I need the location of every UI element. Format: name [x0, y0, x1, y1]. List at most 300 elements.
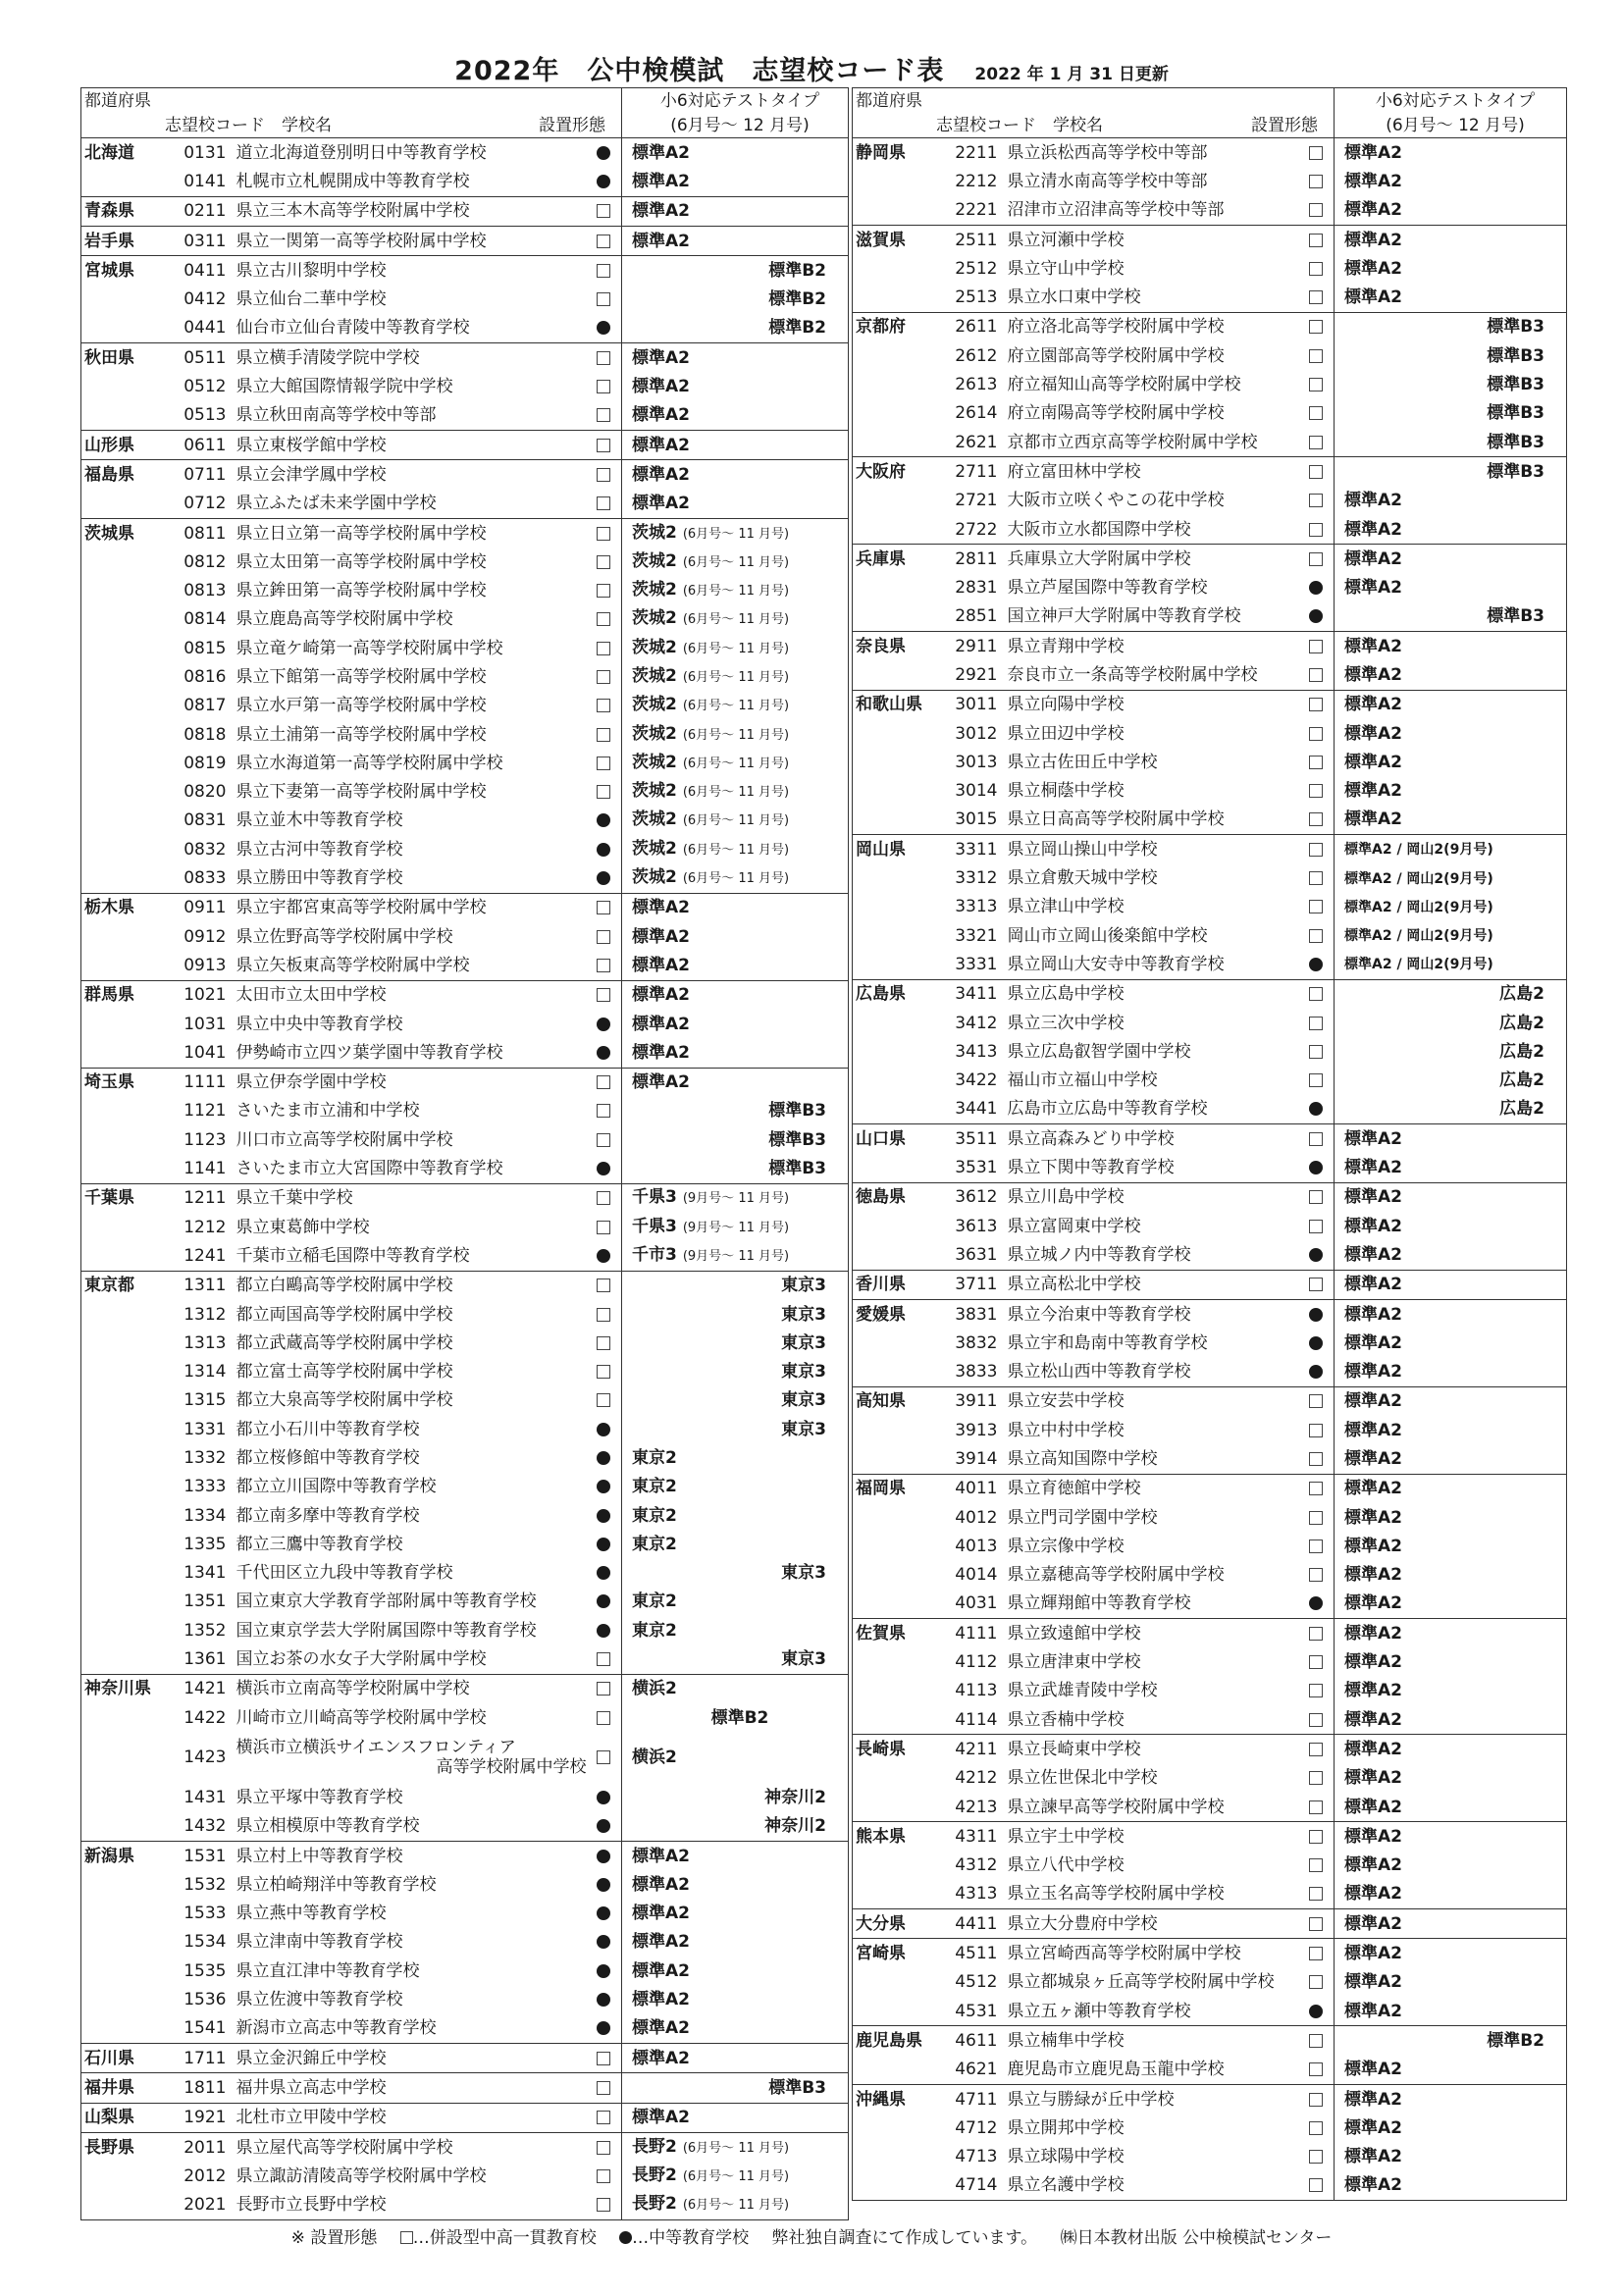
updated-date: 2022 年 1 月 31 日更新 [974, 65, 1169, 84]
form-cell [1299, 835, 1335, 864]
test-type: 標準A2 [1344, 1681, 1402, 1701]
test-type: 標準B2 [710, 1707, 769, 1728]
prefecture-cell [81, 1957, 168, 1985]
filled-circle-icon [1309, 609, 1323, 623]
table-row [81, 1841, 849, 1870]
prefecture-cell [853, 487, 939, 515]
test-period: (6月号～ 11 月号) [682, 612, 790, 628]
test-type-cell [622, 1125, 849, 1154]
test-type-cell [1335, 1240, 1567, 1270]
school-name-text: 県立大分豊府中学校 [1007, 1913, 1158, 1934]
table-row [853, 1968, 1567, 1997]
prefecture-cell: 東京都 [81, 1271, 168, 1300]
test-type: 東京3 [781, 1304, 826, 1325]
prefecture-cell [853, 1357, 939, 1386]
square-outline-icon [597, 2169, 610, 2183]
prefecture-cell [81, 1241, 168, 1271]
filled-circle-icon [1309, 1365, 1323, 1379]
prefecture-cell [853, 370, 939, 398]
school-name [1005, 370, 1299, 398]
test-type-cell [1335, 254, 1567, 283]
square-outline-icon [1309, 1713, 1323, 1727]
table-row [853, 1735, 1567, 1764]
form-cell [587, 576, 622, 604]
school-name-text: 県立武雄青陵中学校 [1007, 1681, 1158, 1701]
school-name [234, 778, 587, 807]
form-cell [1299, 602, 1335, 632]
school-code: 3833 [955, 1362, 998, 1383]
school-name [1005, 167, 1299, 195]
test-type-cell [1335, 1124, 1567, 1154]
school-code: 0711 [168, 460, 234, 490]
school-name-text: 県立岡山大安寺中等教育学校 [1007, 954, 1225, 974]
table-row [853, 1997, 1567, 2026]
form-cell [1299, 254, 1335, 283]
form-cell [587, 1415, 622, 1443]
school-code: 4213 [955, 1797, 998, 1817]
table-row [81, 1928, 849, 1957]
table-row [81, 980, 849, 1010]
test-type-cell [622, 778, 849, 807]
school-code: 4312 [955, 1855, 998, 1876]
school-name-text: 府立福知山高等学校附属中学校 [1007, 375, 1241, 395]
test-type: 標準A2 [632, 985, 690, 1006]
school-code: 0311 [168, 226, 234, 255]
test-type-cell [1335, 1153, 1567, 1182]
form-cell [1299, 487, 1335, 515]
school-name-text: 県立並木中等教育学校 [236, 810, 403, 831]
table-row [853, 893, 1567, 921]
prefecture-cell [853, 283, 939, 312]
prefecture-cell [853, 950, 939, 979]
test-type-cell [1335, 1793, 1567, 1822]
form-cell [587, 460, 622, 490]
school-code: 1315 [183, 1390, 227, 1411]
test-type: 標準A2 [632, 1932, 690, 1953]
square-outline-icon [597, 584, 610, 598]
square-outline-icon [1309, 465, 1323, 479]
test-type-cell [622, 1900, 849, 1928]
school-name-text: 県立横手清陵学院中学校 [236, 347, 420, 368]
filled-circle-icon [597, 1624, 610, 1638]
table-row [853, 1299, 1567, 1329]
school-name [1005, 428, 1299, 457]
school-name-text: 県立鉾田第一高等学校附属中学校 [236, 581, 487, 601]
school-code: 0412 [183, 289, 227, 310]
school-name-text: 道立北海道登別明日中等教育学校 [236, 142, 487, 163]
form-cell [587, 2014, 622, 2044]
school-name [234, 1783, 587, 1811]
test-type: 標準A2 [632, 1846, 690, 1866]
prefecture-cell [81, 1559, 168, 1588]
test-type: 標準B3 [1487, 403, 1544, 424]
table-row [81, 835, 849, 863]
school-name [234, 1443, 587, 1472]
test-type-cell [622, 1588, 849, 1616]
prefecture-cell [853, 1647, 939, 1676]
school-name [234, 1616, 587, 1644]
table-row [81, 138, 849, 168]
test-type-cell [1335, 196, 1567, 226]
school-name-text: 県立門司学園中学校 [1007, 1507, 1158, 1528]
prefecture-cell: 和歌山県 [853, 690, 939, 719]
school-name-text: 都立小石川中等教育学校 [236, 1419, 420, 1439]
school-code: 1711 [168, 2044, 234, 2073]
table-row [81, 226, 849, 255]
square-outline-icon [1309, 234, 1323, 247]
prefecture-cell [853, 167, 939, 195]
square-outline-icon [1309, 1917, 1323, 1931]
form-cell [1299, 1444, 1335, 1474]
filled-circle-icon [1309, 2005, 1323, 2018]
test-type-cell [1335, 2084, 1567, 2113]
test-type: 標準A2 [632, 1042, 690, 1063]
table-row [81, 807, 849, 835]
filled-circle-icon [1309, 958, 1323, 971]
square-outline-icon [1309, 523, 1323, 537]
school-name-text: 県立仙台二華中学校 [236, 289, 387, 310]
test-type-cell [1335, 1386, 1567, 1416]
school-name [1005, 1677, 1299, 1705]
school-code: 3311 [939, 835, 1005, 864]
test-type: 茨城2 [632, 665, 677, 686]
square-outline-icon [1309, 494, 1323, 507]
form-cell [587, 285, 622, 313]
test-type: 標準A2 [632, 464, 690, 485]
school-name-text: 県立屋代高等学校附属中学校 [236, 2137, 453, 2158]
school-code: 1532 [183, 1874, 227, 1895]
table-row [853, 1124, 1567, 1154]
school-name-text: 県立相模原中等教育学校 [236, 1816, 420, 1837]
test-type: 標準A2 [1344, 723, 1402, 744]
form-cell [587, 720, 622, 749]
header-sub [81, 113, 622, 138]
square-outline-icon [1309, 320, 1323, 334]
prefecture-cell: 石川県 [81, 2044, 168, 2073]
school-name-text: 県立芦屋国際中等教育学校 [1007, 578, 1208, 599]
test-type-cell [1335, 632, 1567, 661]
prefecture-cell: 岩手県 [81, 226, 168, 255]
form-cell [587, 1530, 622, 1558]
test-type: 標準A2 / 岡山2(9月号) [1344, 957, 1493, 973]
test-type-cell [1335, 1357, 1567, 1386]
school-code: 0832 [183, 839, 227, 860]
school-name-text: 県立諏訪清陵高等学校附属中学校 [236, 2166, 487, 2186]
school-name [1005, 835, 1299, 864]
school-name-text: 県立ふたば未来学園中学校 [236, 494, 437, 514]
school-name [1005, 863, 1299, 892]
footer-publisher: ㈱日本教材出版 公中検模試センター [1060, 2228, 1333, 2248]
form-cell [1299, 893, 1335, 921]
test-type: 標準A2 [1344, 1593, 1402, 1614]
table-row [81, 314, 849, 343]
filled-circle-icon [597, 1878, 610, 1892]
school-code: 1352 [183, 1620, 227, 1641]
prefecture-cell [81, 1154, 168, 1183]
test-type-cell [622, 1357, 849, 1385]
school-code: 3015 [955, 809, 998, 830]
school-name [1005, 2056, 1299, 2085]
school-name [234, 1928, 587, 1957]
filled-circle-icon [1309, 1336, 1323, 1350]
school-code: 3412 [955, 1013, 998, 1033]
school-name [234, 1841, 587, 1870]
form-cell [1299, 341, 1335, 370]
test-type-cell [1335, 1299, 1567, 1329]
school-name [234, 692, 587, 720]
prefecture-cell [853, 863, 939, 892]
school-code: 1422 [183, 1707, 227, 1728]
form-cell [1299, 1968, 1335, 1997]
school-name [234, 1703, 587, 1732]
form-cell [587, 2162, 622, 2190]
school-code: 0912 [183, 926, 227, 947]
school-code: 1432 [183, 1816, 227, 1837]
form-cell [587, 138, 622, 168]
prefecture-cell: 埼玉県 [81, 1068, 168, 1097]
test-type: 標準A2 [1344, 1768, 1402, 1789]
table-row [81, 1213, 849, 1241]
prefecture-cell: 茨城県 [81, 518, 168, 548]
test-type-cell [1335, 690, 1567, 719]
school-code: 0815 [183, 638, 227, 658]
school-code: 1423 [183, 1748, 227, 1768]
test-period: (6月号～ 11 月号) [682, 699, 790, 714]
test-type-cell [622, 1501, 849, 1530]
table-row [81, 1644, 849, 1674]
prefecture-cell [853, 2056, 939, 2085]
school-code: 4011 [939, 1474, 1005, 1503]
test-type-cell [622, 749, 849, 777]
test-type: 長野2 [632, 2194, 677, 2215]
prefecture-cell [81, 1329, 168, 1357]
form-cell [1299, 457, 1335, 487]
school-code: 1311 [168, 1271, 234, 1300]
test-type-cell [1335, 1444, 1567, 1474]
school-code: 4212 [955, 1768, 998, 1789]
test-type: 標準A2 [632, 1904, 690, 1924]
test-type: 標準A2 [632, 231, 690, 251]
school-name-text: 県立桐蔭中学校 [1007, 781, 1125, 802]
prefecture-cell [853, 1532, 939, 1560]
test-type-cell [1335, 167, 1567, 195]
square-outline-icon [597, 728, 610, 742]
test-type-cell [1335, 1037, 1567, 1066]
school-name [234, 1154, 587, 1183]
prefecture-cell [81, 1812, 168, 1842]
table-row [81, 1703, 849, 1732]
school-name-text: 県立唐津東中学校 [1007, 1652, 1141, 1673]
school-name-text: 県立宇都宮東高等学校附属中学校 [236, 898, 487, 918]
square-outline-icon [1309, 812, 1323, 826]
test-type: 東京3 [781, 1362, 826, 1383]
test-type: 広島2 [1499, 984, 1544, 1005]
school-name [234, 1068, 587, 1097]
filled-circle-icon [597, 1819, 610, 1833]
test-type-cell [622, 1732, 849, 1783]
test-type: 標準A2 [1344, 809, 1402, 830]
prefecture-cell [853, 893, 939, 921]
school-name [234, 1097, 587, 1125]
school-name [1005, 1009, 1299, 1037]
form-cell [1299, 2171, 1335, 2201]
square-outline-icon [597, 204, 610, 218]
table-row [853, 341, 1567, 370]
form-cell [587, 1068, 622, 1097]
table-row [81, 662, 849, 691]
test-type: 標準A2 [632, 171, 690, 191]
test-type: 千県3 [632, 1187, 677, 1208]
school-code: 3511 [939, 1124, 1005, 1154]
square-outline-icon [1309, 1655, 1323, 1669]
table-row [853, 806, 1567, 835]
prefecture-cell: 北海道 [81, 138, 168, 168]
header-sub [853, 113, 1335, 138]
school-name [234, 634, 587, 662]
test-type: 茨城2 [632, 608, 677, 629]
form-cell [1299, 1939, 1335, 1968]
school-code: 1531 [168, 1841, 234, 1870]
school-code: 3331 [955, 954, 998, 974]
test-type: 広島2 [1499, 1013, 1544, 1033]
prefecture-cell [853, 1997, 939, 2026]
test-type: 茨城2 [632, 838, 677, 859]
test-type: 標準A2 [1344, 1709, 1402, 1730]
test-type: 東京3 [781, 1649, 826, 1670]
school-code: 4621 [955, 2060, 998, 2080]
school-name [234, 2014, 587, 2044]
footer-legend-label: ※ 設置形態 [290, 2228, 378, 2248]
square-outline-icon [597, 1278, 610, 1292]
school-name-text: 府立園部高等学校附属中学校 [1007, 345, 1225, 366]
school-name [1005, 660, 1299, 690]
square-outline-icon [1309, 1975, 1323, 1989]
test-type: 標準A2 [632, 405, 690, 426]
school-code: 2711 [939, 457, 1005, 487]
square-outline-icon [597, 235, 610, 248]
form-cell [587, 692, 622, 720]
form-cell [1299, 1909, 1335, 1939]
square-outline-icon [1309, 1017, 1323, 1030]
school-code: 3312 [955, 868, 998, 889]
school-name-text: 新潟市立高志中等教育学校 [236, 2018, 437, 2039]
school-name-text: 兵庫県立大学附属中学校 [1007, 548, 1191, 569]
test-type-cell [622, 1213, 849, 1241]
school-code: 3631 [955, 1244, 998, 1265]
table-row [853, 1793, 1567, 1822]
school-name [234, 1501, 587, 1530]
prefecture-cell [853, 921, 939, 950]
square-outline-icon [597, 1308, 610, 1322]
school-name-text: 札幌市立札幌開成中等教育学校 [236, 171, 470, 191]
school-code: 2021 [183, 2195, 227, 2216]
prefecture-cell [81, 2190, 168, 2219]
header-test-period: (6月号～ 12 月号) [622, 113, 849, 138]
prefecture-cell: 徳島県 [853, 1182, 939, 1212]
school-name [1005, 1212, 1299, 1240]
table-row [853, 1212, 1567, 1240]
test-type-cell [1335, 950, 1567, 979]
school-code: 3531 [955, 1158, 998, 1178]
form-cell [1299, 1299, 1335, 1329]
square-outline-icon [597, 988, 610, 1002]
form-cell [587, 980, 622, 1010]
square-outline-icon [597, 670, 610, 684]
square-outline-icon [1309, 784, 1323, 798]
school-name-text: 県立清水南高等学校中等部 [1007, 171, 1208, 191]
prefecture-cell: 滋賀県 [853, 225, 939, 254]
prefecture-cell: 福島県 [81, 460, 168, 490]
square-outline-icon [1309, 2093, 1323, 2107]
form-cell [587, 1957, 622, 1985]
test-type-cell [1335, 1590, 1567, 1619]
school-name [1005, 1240, 1299, 1270]
school-name [234, 1357, 587, 1385]
table-row [81, 1473, 849, 1501]
school-name-text: 府立洛北高等学校附属中学校 [1007, 317, 1225, 338]
form-cell [587, 1616, 622, 1644]
form-cell [1299, 1067, 1335, 1095]
prefecture-cell: 秋田県 [81, 343, 168, 373]
table-row [81, 749, 849, 777]
test-type-cell [622, 2103, 849, 2132]
test-type-cell [1335, 138, 1567, 168]
form-cell [587, 922, 622, 951]
school-code: 3441 [955, 1099, 998, 1120]
table-left-body [81, 88, 849, 2220]
table-row [81, 778, 849, 807]
table-row [853, 1880, 1567, 1909]
school-name [1005, 225, 1299, 254]
form-cell [587, 2044, 622, 2073]
table-row [853, 1705, 1567, 1735]
form-cell [587, 1183, 622, 1213]
table-row [81, 1812, 849, 1842]
form-cell [1299, 863, 1335, 892]
school-code: 1341 [183, 1563, 227, 1584]
table-row [853, 545, 1567, 574]
table-row [81, 576, 849, 604]
table-row [81, 1616, 849, 1644]
table-row [81, 1783, 849, 1811]
test-type-cell [622, 807, 849, 835]
square-outline-icon [1309, 1190, 1323, 1204]
school-name [1005, 138, 1299, 168]
school-name [234, 314, 587, 343]
school-name [234, 893, 587, 922]
table-row [81, 2044, 849, 2073]
form-cell [587, 1125, 622, 1154]
prefecture-cell [853, 254, 939, 283]
school-name [234, 2132, 587, 2162]
prefecture-cell [81, 1415, 168, 1443]
table-row [853, 1590, 1567, 1619]
form-cell [1299, 428, 1335, 457]
test-type-cell [1335, 1852, 1567, 1880]
school-name-text: 県立高森みどり中学校 [1007, 1128, 1175, 1149]
square-outline-icon [1309, 727, 1323, 741]
school-code: 2611 [939, 312, 1005, 341]
school-name [234, 1010, 587, 1038]
school-name [1005, 1153, 1299, 1182]
square-outline-icon [597, 1336, 610, 1350]
school-code: 1431 [183, 1787, 227, 1807]
school-name [234, 490, 587, 519]
test-type: 標準A2 [632, 2048, 690, 2068]
filled-circle-icon [1309, 1161, 1323, 1174]
test-type: 標準A2 [632, 1990, 690, 2010]
school-name-text: 県立宇土中学校 [1007, 1826, 1125, 1847]
